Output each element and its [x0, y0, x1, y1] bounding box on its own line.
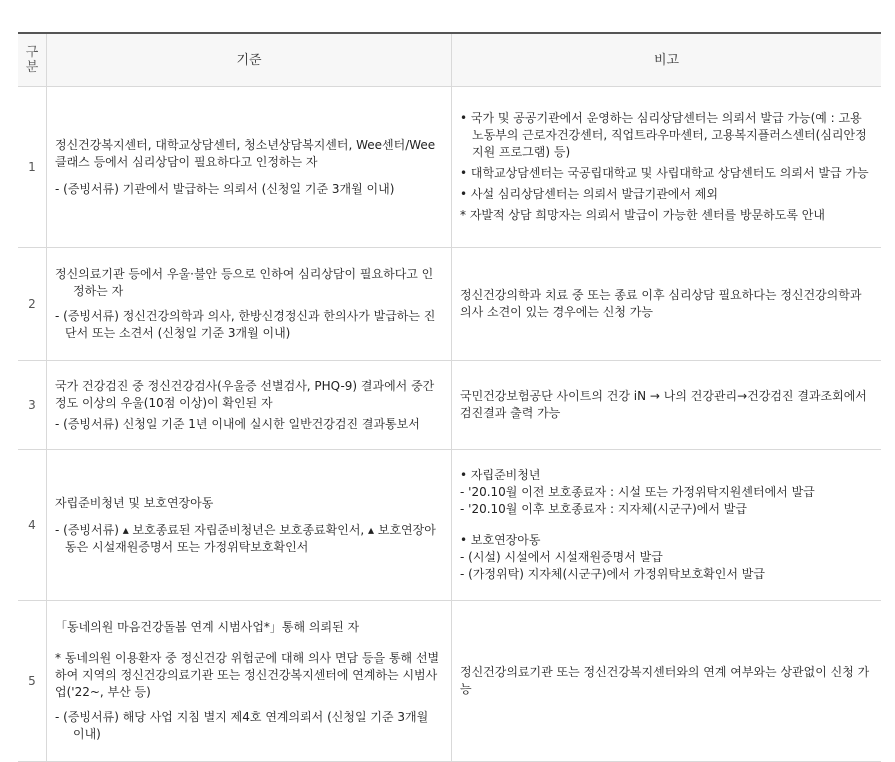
criteria-doc: - (증빙서류) 기관에서 발급하는 의뢰서 (신청일 기준 3개월 이내) — [55, 181, 395, 196]
note-item: 국민건강보험공단 사이트의 건강 iN → 나의 건강관리→건강검진 결과조회에서 검진결과 출력 가능 — [460, 389, 867, 420]
note-item: - (시설) 시설에서 시설재원증명서 발급 — [460, 550, 663, 564]
note-cell — [452, 601, 882, 762]
note-cell — [452, 248, 882, 361]
row-number: 3 — [18, 361, 47, 450]
table-row — [18, 248, 881, 361]
criteria-doc: - (증빙서류) 신청일 기준 1년 이내에 실시한 일반건강검진 결과통보서 — [55, 416, 420, 431]
header-no-line2: 분 — [25, 60, 39, 75]
note-item: • 대학교상담센터는 국공립대학교 및 사립대학교 상담센터도 의뢰서 발급 가능 — [460, 166, 869, 180]
header-no-line1: 구 — [25, 45, 39, 60]
note-item: - '20.10월 이후 보호종료자 : 지자체(시군구)에서 발급 — [460, 502, 747, 516]
criteria-doc: - (증빙서류) ▴ 보호종료된 자립준비청년은 보호종료확인서, ▴ 보호연장아동은 시설재원증명서 또는 가정위탁보호확인서 — [55, 522, 436, 554]
note-item: - (가정위탁) 지자체(시군구)에서 가정위탁보호확인서 발급 — [460, 567, 765, 581]
note-heading: • 보호연장아동 — [460, 533, 541, 547]
note-item: * 자발적 상담 희망자는 의뢰서 발급이 가능한 센터를 방문하도록 안내 — [460, 208, 825, 222]
eligibility-table — [18, 32, 881, 762]
table-header-row — [18, 33, 881, 87]
note-heading: • 자립준비청년 — [460, 468, 541, 482]
row-number: 5 — [18, 601, 47, 762]
criteria-main: 「동네의원 마음건강돌봄 연계 시범사업*」통해 의뢰된 자 — [55, 620, 360, 634]
criteria-cell — [47, 450, 452, 601]
criteria-footnote: * 동네의원 이용환자 중 정신건강 위험군에 대해 의사 면담 등을 통해 선별하여 지역의 정신건강의료기관 또는 정신건강복지센터에 연계하는 시범사업('22~, 부산 등) — [55, 651, 440, 699]
note-cell — [452, 87, 882, 248]
table-row — [18, 450, 881, 601]
header-note: 비고 — [452, 33, 882, 87]
note-item: • 국가 및 공공기관에서 운영하는 심리상담센터는 의뢰서 발급 가능(예 : 고용노동부의 근로자건강센터, 직업트라우마센터, 고용복지플러스센터(심리안정지원 프로그램) 등) — [460, 111, 867, 159]
row-number: 1 — [18, 87, 47, 248]
criteria-main: 정신의료기관 등에서 우울·불안 등으로 인하여 심리상담이 필요하다고 인정하는 자 — [55, 267, 434, 298]
note-cell — [452, 450, 882, 601]
note-item: 정신건강의학과 치료 중 또는 종료 이후 심리상담 필요하다는 정신건강의학과 의사 소견이 있는 경우에는 신청 가능 — [460, 288, 862, 319]
row-number: 2 — [18, 248, 47, 361]
note-item: • 사설 심리상담센터는 의뢰서 발급기관에서 제외 — [460, 187, 718, 201]
header-criteria: 기준 — [47, 33, 452, 87]
header-no — [18, 33, 47, 87]
criteria-cell — [47, 248, 452, 361]
criteria-doc: - (증빙서류) 해당 사업 지침 별지 제4호 연계의뢰서 (신청일 기준 3개월 이내) — [55, 710, 429, 741]
note-item: - '20.10월 이전 보호종료자 : 시설 또는 가정위탁지원센터에서 발급 — [460, 485, 815, 499]
table-row — [18, 87, 881, 248]
table-row — [18, 601, 881, 762]
note-cell — [452, 361, 882, 450]
note-item: 정신건강의료기관 또는 정신건강복지센터와의 연계 여부와는 상관없이 신청 가능 — [460, 665, 870, 696]
criteria-main: 자립준비청년 및 보호연장아동 — [55, 495, 214, 510]
criteria-main: 정신건강복지센터, 대학교상담센터, 청소년상담복지센터, Wee센터/Wee 클래스 등에서 심리상담이 필요하다고 인정하는 자 — [55, 137, 436, 169]
table-row — [18, 361, 881, 450]
criteria-main: 국가 건강검진 중 정신건강검사(우울증 선별검사, PHQ-9) 결과에서 중간 정도 이상의 우울(10점 이상)이 확인된 자 — [55, 378, 435, 410]
row-number: 4 — [18, 450, 47, 601]
criteria-cell — [47, 87, 452, 248]
criteria-cell — [47, 361, 452, 450]
criteria-cell — [47, 601, 452, 762]
criteria-doc: - (증빙서류) 정신건강의학과 의사, 한방신경정신과 한의사가 발급하는 진단서 또는 소견서 (신청일 기준 3개월 이내) — [55, 309, 436, 340]
